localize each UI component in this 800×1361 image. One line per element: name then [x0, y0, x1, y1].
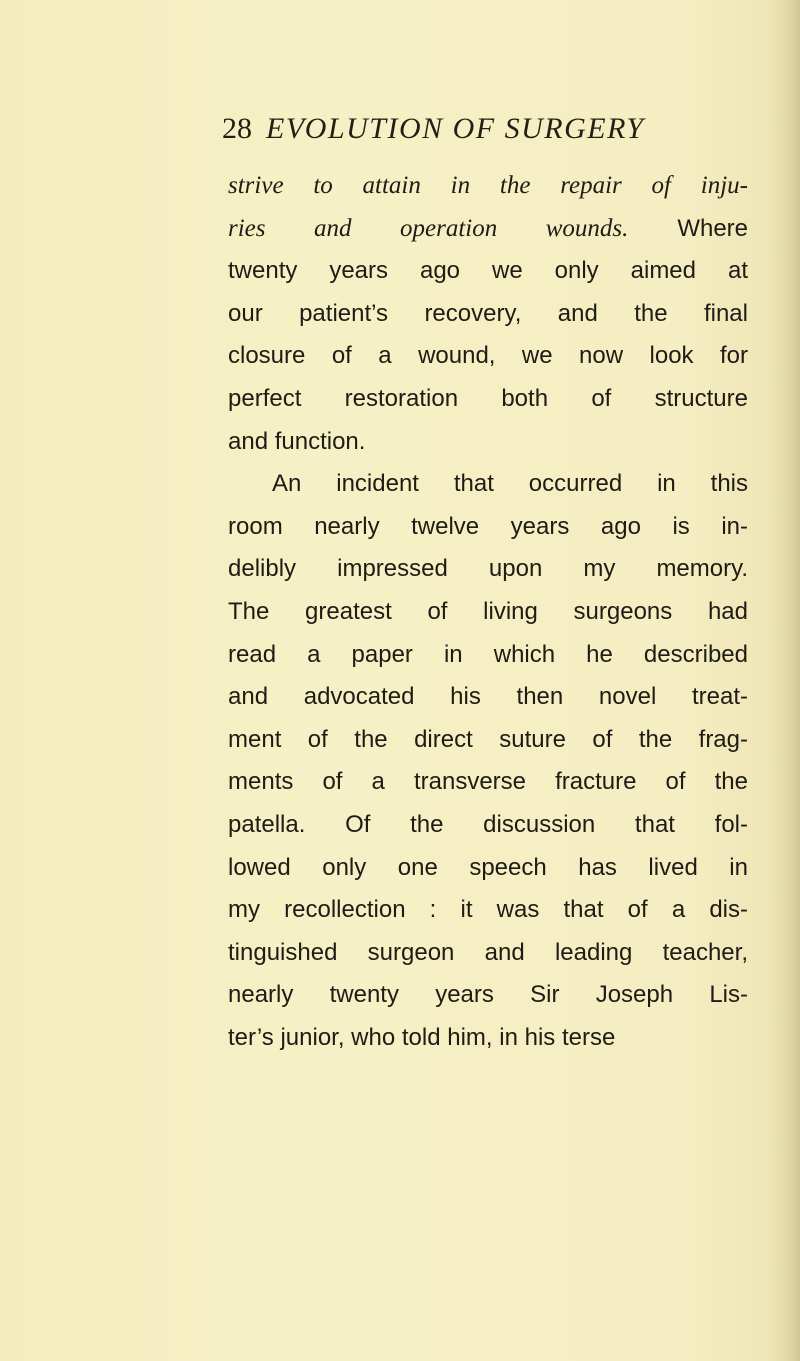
text-line-2-italic: ries and operation wounds.	[228, 214, 629, 242]
text-line-12: read a paper in which he described	[228, 640, 748, 668]
text-line-8: An incident that occurred in this	[272, 470, 748, 498]
text-line-13: and advocated his then novel treat-	[228, 683, 748, 711]
text-line-11: The greatest of living surgeons had	[228, 597, 748, 625]
text-line-6: perfect restoration both of structure	[228, 384, 748, 412]
text-line-5: closure of a wound, we now look for	[228, 342, 748, 370]
text-line-15: ments of a transverse fracture of the	[228, 768, 748, 796]
text-line-17: lowed only one speech has lived in	[228, 853, 748, 881]
text-line-10: delibly impressed upon my memory.	[228, 555, 748, 583]
text-line-7: and function.	[228, 427, 366, 455]
text-line-4: our patient’s recovery, and the final	[228, 299, 748, 327]
text-line-1: strive to attain in the repair of inju-	[228, 172, 748, 199]
text-line-2	[228, 208, 748, 251]
page-edge-shadow	[766, 0, 800, 1361]
body-text	[228, 165, 748, 1059]
text-line-20: nearly twenty years Sir Joseph Lis-	[228, 981, 748, 1009]
text-line-9: room nearly twelve years ago is in-	[228, 512, 748, 540]
text-line-19: tinguished surgeon and leading teacher,	[228, 938, 748, 966]
text-line-18: my recollection : it was that of a dis-	[228, 896, 748, 924]
text-line-3: twenty years ago we only aimed at	[228, 257, 748, 285]
text-line-21: ter’s junior, who told him, in his terse	[228, 1023, 616, 1051]
running-title: EVOLUTION OF SURGERY	[266, 112, 645, 145]
text-line-16: patella. Of the discussion that fol-	[228, 810, 748, 838]
running-header	[222, 112, 645, 146]
text-line-2-roman: Where	[677, 214, 748, 242]
text-line-14: ment of the direct suture of the frag-	[228, 725, 748, 753]
page-number: 28	[222, 112, 252, 145]
